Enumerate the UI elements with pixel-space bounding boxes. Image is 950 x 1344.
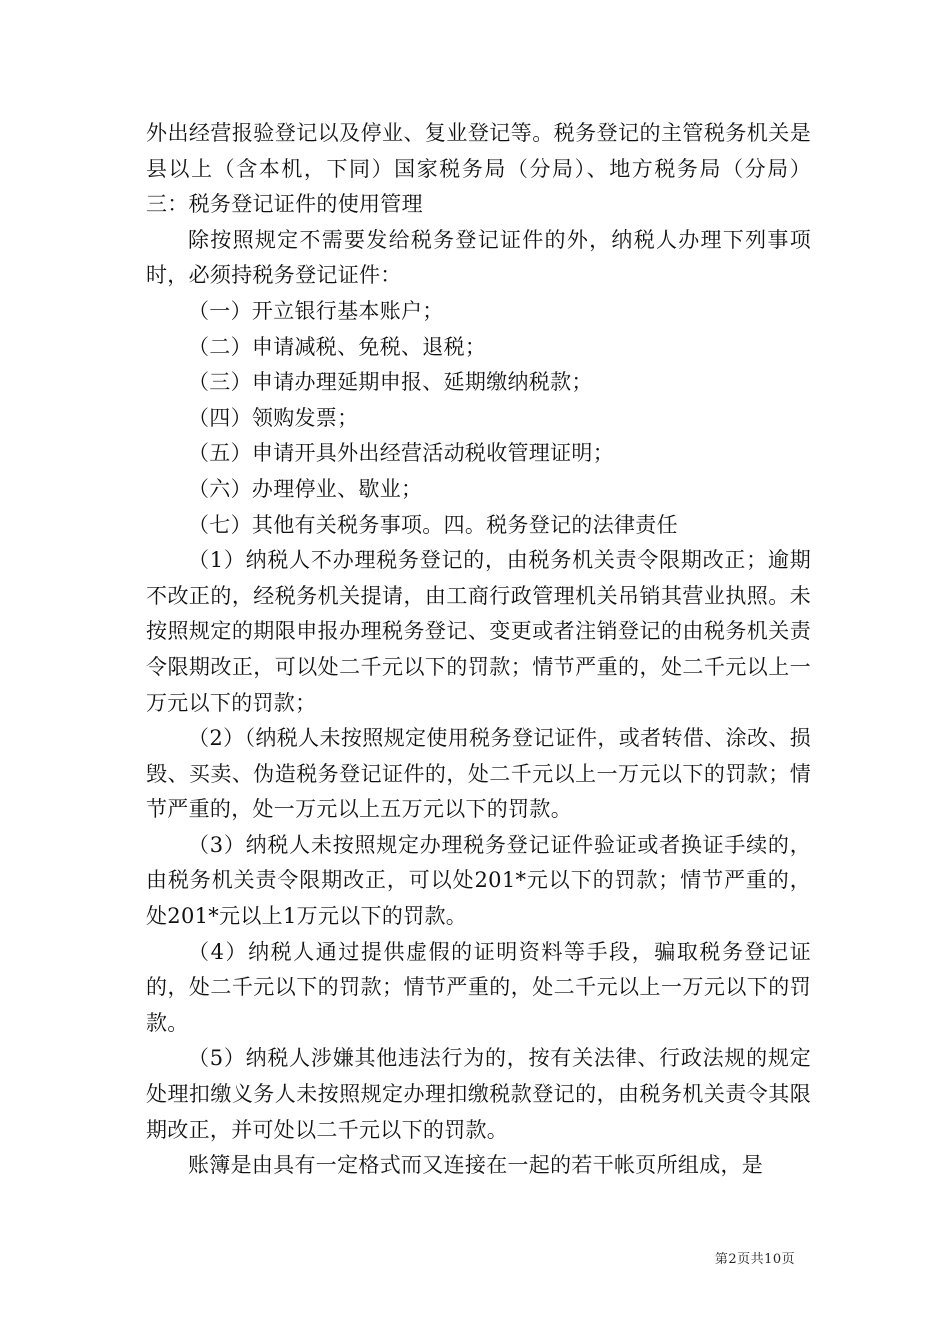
page-number-footer: 第2页共10页	[714, 1252, 796, 1267]
liability-item-1: （1）纳税人不办理税务登记的，由税务机关责令限期改正；逾期不改正的，经税务机关提请，由工商行政管理机关吊销其营业执照。未按照规定的期限申报办理税务登记、变更或者注销登记的由税务机关责令限期改正，可以处二千元以下的罚款；情节严重的，处二千元以上一万元以下的罚款；	[146, 548, 811, 715]
list-item-5: （五）申请开具外出经营活动税收管理证明；	[188, 441, 614, 466]
paragraph-1: 外出经营报验登记以及停业、复业登记等。税务登记的主管税务机关是县以上（含本机，下同）国家税务局（分局）、地方税务局（分局）三：税务登记证件的使用管理	[146, 121, 811, 217]
list-item-2: （二）申请减税、免税、退税；	[188, 334, 487, 359]
liability-item-5: （5）纳税人涉嫌其他违法行为的，按有关法律、行政法规的规定处理扣缴义务人未按照规定办理扣缴税款登记的，由税务机关责令其限期改正，并可处以二千元以下的罚款。	[146, 1046, 811, 1142]
liability-item-4: （4）纳税人通过提供虚假的证明资料等手段，骗取税务登记证的，处二千元以下的罚款；情节严重的，处二千元以上一万元以下的罚款。	[146, 939, 811, 1035]
list-item-3: （三）申请办理延期申报、延期缴纳税款；	[188, 370, 593, 395]
liability-item-2: （2）（纳税人未按照规定使用税务登记证件，或者转借、涂改、损毁、买卖、伪造税务登记证件的，处二千元以上一万元以下的罚款；情节严重的，处一万元以上五万元以下的罚款。	[146, 726, 811, 822]
list-item-6: （六）办理停业、歇业；	[188, 476, 423, 501]
list-item-4: （四）领购发票；	[188, 405, 359, 430]
list-item-1: （一）开立银行基本账户；	[188, 298, 444, 323]
paragraph-2: 除按照规定不需要发给税务登记证件的外，纳税人办理下列事项时，必须持税务登记证件：	[146, 227, 811, 288]
document-body	[146, 116, 811, 1184]
paragraph-ledger: 账簿是由具有一定格式而又连接在一起的若干帐页所组成，是	[188, 1153, 764, 1178]
list-item-7: （七）其他有关税务事项。四。税务登记的法律责任	[188, 512, 678, 537]
liability-item-3: （3）纳税人未按照规定办理税务登记证件验证或者换证手续的，由税务机关责令限期改正，可以处201*元以下的罚款；情节严重的，处201*元以上1万元以下的罚款。	[146, 832, 811, 929]
